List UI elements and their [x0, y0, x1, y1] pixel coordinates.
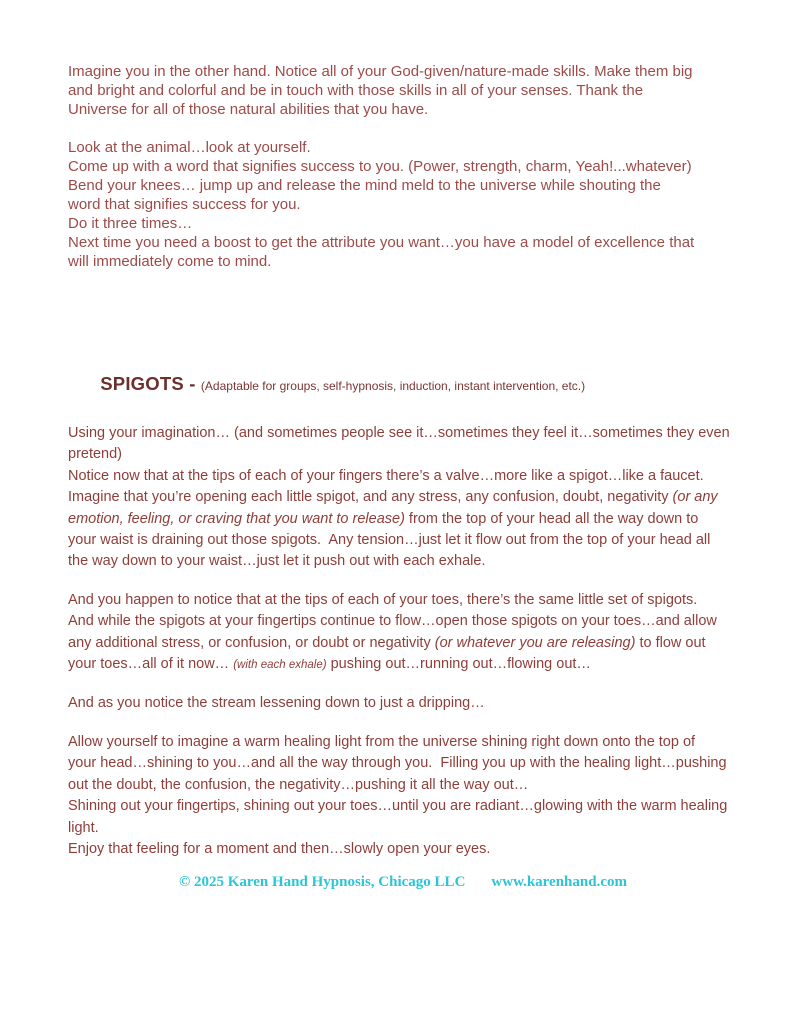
blank-line: [68, 119, 730, 138]
intro-paragraph-1: [68, 62, 730, 119]
text-line: emotion, feeling, or craving that you want to release) from the top of your head all the way down to: [68, 510, 699, 527]
text-line: the way down to your waist…just let it push out with each exhale.: [68, 553, 486, 570]
text-line: light.: [68, 819, 99, 836]
text-line: Bend your knees… jump up and release the mind meld to the universe while shouting the: [68, 177, 661, 194]
text-line: pretend): [68, 446, 123, 463]
italic-text: (or whatever you are releasing): [434, 634, 636, 651]
spigots-heading-note: (Adaptable for groups, self-hypnosis, induction, instant intervention, etc.): [200, 379, 586, 393]
text-line: any additional stress, or confusion, or doubt or negativity (or whatever you are releasing) to flow out: [68, 634, 706, 651]
spigots-heading: SPIGOTS -: [100, 373, 201, 394]
text-line: Imagine you in the other hand. Notice all of your God-given/nature-made skills. Make them big: [68, 63, 693, 80]
intro-section: [68, 62, 730, 271]
page-content: [68, 62, 730, 860]
spigots-paragraph-2: [68, 590, 730, 677]
text-line: And as you notice the stream lessening down to just a dripping…: [68, 695, 485, 712]
text-line: Next time you need a boost to get the attribute you want…you have a model of excellence that: [68, 234, 695, 251]
spigots-paragraph-4: [68, 732, 730, 860]
spigots-heading-row: [68, 351, 730, 419]
text-line: And you happen to notice that at the tips of each of your toes, there’s the same little set of spigots.: [68, 591, 698, 608]
page-footer: [0, 857, 791, 908]
text-line: Enjoy that feeling for a moment and then…slowly open your eyes.: [68, 840, 491, 857]
intro-paragraph-2: [68, 138, 730, 271]
text-line: your head…shining to you…and all the way through you. Filling you up with the healing light…pushing: [68, 755, 727, 772]
text-line: Shining out your fingertips, shining out your toes…until you are radiant…glowing with the warm healing: [68, 798, 728, 815]
text-line: Do it three times…: [68, 215, 193, 232]
text-line: out the doubt, the confusion, the negativity…pushing it all the way out…: [68, 776, 529, 793]
text-line: Come up with a word that signifies success to you. (Power, strength, charm, Yeah!...whatever): [68, 158, 692, 175]
text-line: Allow yourself to imagine a warm healing light from the universe shining right down onto the top of: [68, 733, 696, 750]
spigots-paragraph-3: [68, 693, 730, 714]
spigots-paragraph-1: [68, 423, 730, 573]
text-line: word that signifies success for you.: [68, 196, 301, 213]
text-line: Imagine that you’re opening each little spigot, and any stress, any confusion, doubt, negativity (or any: [68, 489, 718, 506]
text-line: your toes…all of it now… (with each exhale) pushing out…running out…flowing out…: [68, 656, 591, 673]
text-line: and bright and colorful and be in touch with those skills in all of your senses. Thank the: [68, 82, 644, 99]
website-text: www.karenhand.com: [491, 874, 627, 890]
copyright-text: © 2025 Karen Hand Hypnosis, Chicago LLC: [179, 874, 466, 890]
italic-text: (or any: [672, 489, 718, 506]
text-line: your waist is draining out those spigots. Any tension…just let it flow out from the top of your head all: [68, 532, 711, 549]
italic-text: emotion, feeling, or craving that you want to release): [68, 510, 405, 527]
text-line: Notice now that at the tips of each of your fingers there’s a valve…more like a spigot…like a faucet.: [68, 467, 704, 484]
italic-small-text: (with each exhale): [233, 659, 327, 672]
text-line: Using your imagination… (and sometimes people see it…sometimes they feel it…sometimes they even: [68, 425, 730, 441]
text-line: Look at the animal…look at yourself.: [68, 139, 311, 156]
text-line: will immediately come to mind.: [68, 253, 272, 270]
text-line: And while the spigots at your fingertips continue to flow…open those spigots on your toes…and allow: [68, 613, 717, 630]
spigots-section: [68, 351, 730, 860]
text-line: Universe for all of those natural abilities that you have.: [68, 101, 429, 118]
